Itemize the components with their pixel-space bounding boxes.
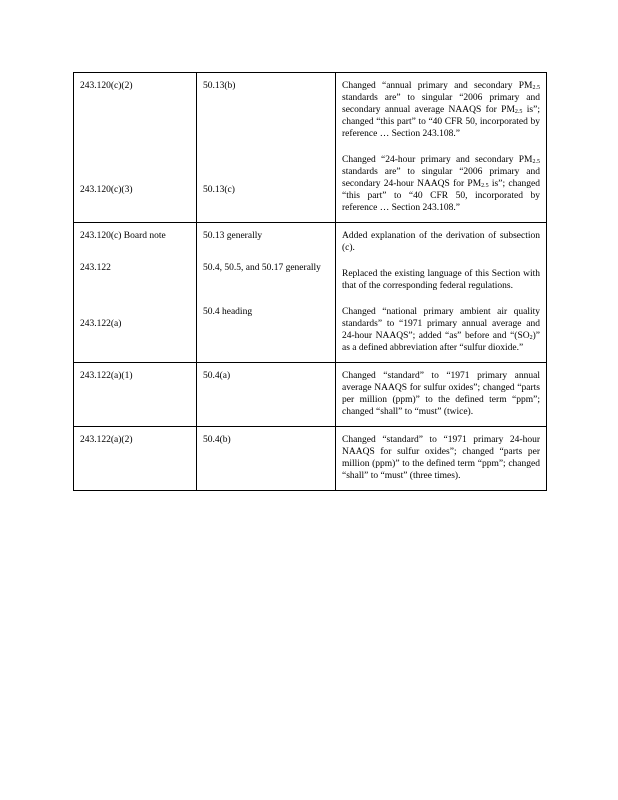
section-number: 243.122(a): [80, 319, 122, 329]
change-cell: [336, 427, 547, 491]
source-reference: 50.4(b): [203, 435, 231, 445]
source-reference: 50.4 heading: [203, 307, 253, 317]
change-cell: [336, 223, 547, 363]
source-reference: 50.13(b): [203, 81, 236, 91]
change-cell: [336, 73, 547, 223]
change-cell: [336, 363, 547, 427]
source-reference: 50.13 generally: [203, 231, 263, 241]
source-cell: [197, 73, 336, 223]
table-row: [74, 73, 547, 223]
section-cell: [74, 73, 197, 223]
change-description: Changed “standard” to “1971 primary annual average NAAQS for sulfur oxides”; changed “parts per million (ppm)” to the defined term “ppm”; changed “shall” to “must” (twice).: [342, 371, 540, 417]
change-description: Changed “national primary ambient air quality standards” to “1971 primary annual average and 24-hour NAAQS”; added “as” before and “$(SO_2)$” as a defined abbreviation after “sulfur dioxide.”: [342, 307, 540, 353]
table-row: [74, 363, 547, 427]
source-reference: 50.4, 50.5, and 50.17 generally: [203, 263, 321, 273]
section-cell: [74, 363, 197, 427]
table-row: [74, 223, 547, 363]
section-cell: [74, 427, 197, 491]
source-cell: [197, 427, 336, 491]
table-row: [74, 427, 547, 491]
section-number: 243.122: [80, 263, 111, 273]
section-number: 243.120(c) Board note: [80, 231, 166, 241]
section-cell: [74, 223, 197, 363]
section-number: 243.122(a)(1): [80, 371, 133, 381]
change-description: Added explanation of the derivation of subsection (c).: [342, 231, 540, 253]
change-description: Changed “24-hour primary and secondary $PM_{2.5}$ standards are” to singular “2006 primary and secondary 24-hour NAAQS for $PM_{2.5}$ is”; changed “this part” to “40 CFR 50, incorporated by reference … Section 243.108.”: [342, 155, 541, 213]
change-description: Changed “annual primary and secondary $PM_{2.5}$ standards are” to singular “2006 primary and secondary annual average NAAQS for $PM_{2.5}$ is”; changed “this part” to “40 CFR 50, incorporated by reference … Section 243.108.”: [342, 81, 540, 139]
source-reference: 50.4(a): [203, 371, 231, 381]
source-cell: [197, 223, 336, 363]
source-cell: [197, 363, 336, 427]
section-number: 243.120(c)(3): [80, 185, 133, 195]
change-description: Replaced the existing language of this Section with that of the corresponding federal regulations.: [342, 269, 540, 291]
section-number: 243.122(a)(2): [80, 435, 133, 445]
source-reference: 50.13(c): [203, 185, 235, 195]
change-description: Changed “standard” to “1971 primary 24-hour NAAQS for sulfur oxides”; changed “parts per million (ppm)” to the defined term “ppm”; changed “shall” to “must” (three times).: [342, 435, 540, 481]
amendments-table: [73, 72, 547, 491]
section-number: 243.120(c)(2): [80, 81, 133, 91]
